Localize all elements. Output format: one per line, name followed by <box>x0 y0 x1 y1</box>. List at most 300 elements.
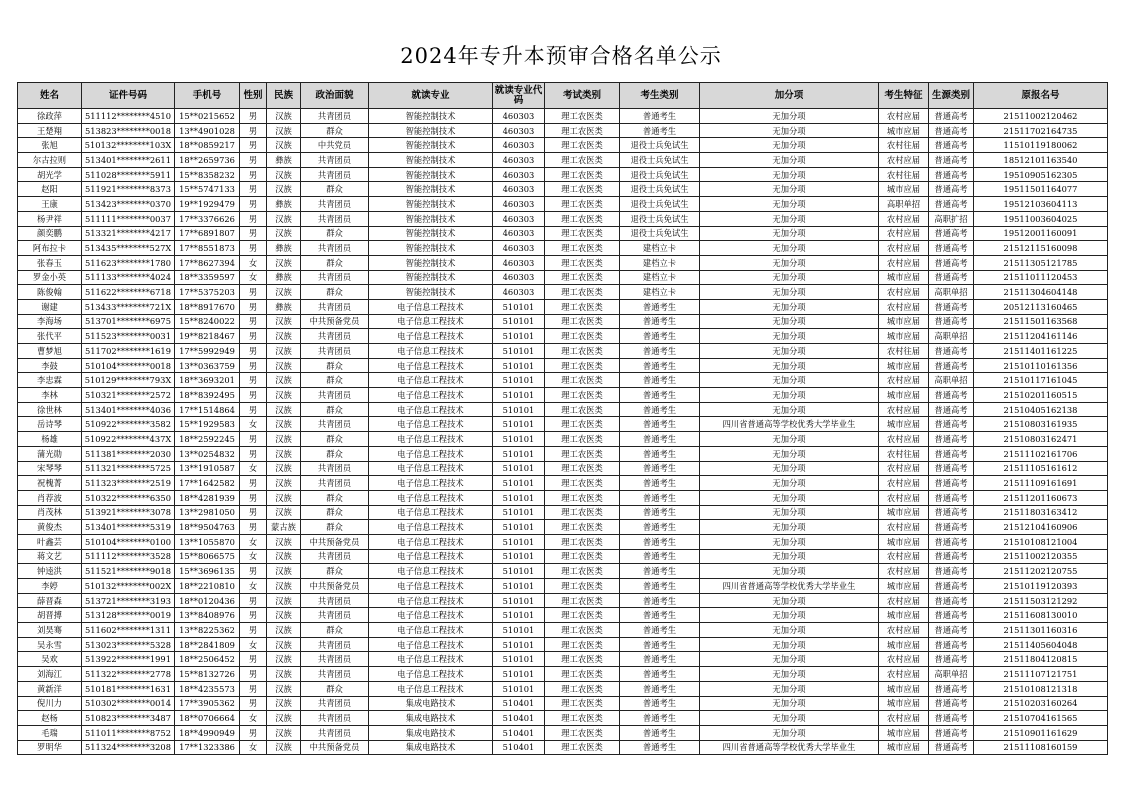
id-number-cell: 510321********2572 <box>82 388 175 403</box>
major-cell: 集成电路技术 <box>369 711 493 726</box>
original-reg-no-cell: 20512113160465 <box>974 299 1108 314</box>
candidate-feature-cell: 农村应届 <box>879 593 929 608</box>
major-cell: 集成电路技术 <box>369 740 493 755</box>
phone-cell: 13**1055870 <box>175 534 240 549</box>
id-number-cell: 513435********527X <box>82 241 175 256</box>
phone-cell: 15**8358232 <box>175 167 240 182</box>
major-cell: 智能控制技术 <box>369 109 493 124</box>
bonus-cell: 无加分项 <box>700 241 879 256</box>
candidate-type-cell: 普通考生 <box>620 564 700 579</box>
name-cell: 李婷 <box>18 579 82 594</box>
original-reg-no-cell: 21511105161612 <box>974 461 1108 476</box>
original-reg-no-cell: 21510108121004 <box>974 534 1108 549</box>
header-source-category: 生源类别 <box>929 83 974 109</box>
name-cell: 毛瑞 <box>18 725 82 740</box>
exam-category-cell: 理工农医类 <box>545 681 620 696</box>
name-cell: 祝槐菁 <box>18 476 82 491</box>
political-status-cell: 群众 <box>301 226 369 241</box>
original-reg-no-cell: 21511011120453 <box>974 270 1108 285</box>
id-number-cell: 511112********4510 <box>82 109 175 124</box>
gender-cell: 男 <box>240 564 267 579</box>
ethnicity-cell: 彝族 <box>267 153 301 168</box>
major-cell: 电子信息工程技术 <box>369 549 493 564</box>
gender-cell: 男 <box>240 299 267 314</box>
political-status-cell: 群众 <box>301 490 369 505</box>
header-id-number: 证件号码 <box>82 83 175 109</box>
phone-cell: 17**5375203 <box>175 285 240 300</box>
id-number-cell: 513401********4036 <box>82 402 175 417</box>
original-reg-no-cell: 21511304604148 <box>974 285 1108 300</box>
name-cell: 薛晋森 <box>18 593 82 608</box>
source-category-cell: 高职单招 <box>929 667 974 682</box>
ethnicity-cell: 汉族 <box>267 329 301 344</box>
major-cell: 电子信息工程技术 <box>369 579 493 594</box>
exam-category-cell: 理工农医类 <box>545 505 620 520</box>
exam-category-cell: 理工农医类 <box>545 476 620 491</box>
original-reg-no-cell: 21512104160906 <box>974 520 1108 535</box>
political-status-cell: 群众 <box>301 255 369 270</box>
original-reg-no-cell: 21511401161225 <box>974 344 1108 359</box>
original-reg-no-cell: 21511201160673 <box>974 490 1108 505</box>
phone-cell: 17**3376626 <box>175 211 240 226</box>
source-category-cell: 普通高考 <box>929 432 974 447</box>
exam-category-cell: 理工农医类 <box>545 520 620 535</box>
candidate-feature-cell: 城市应届 <box>879 505 929 520</box>
id-number-cell: 511321********5725 <box>82 461 175 476</box>
major-cell: 电子信息工程技术 <box>369 667 493 682</box>
gender-cell: 男 <box>240 109 267 124</box>
id-number-cell: 511521********9018 <box>82 564 175 579</box>
gender-cell: 男 <box>240 593 267 608</box>
name-cell: 王楚翔 <box>18 123 82 138</box>
original-reg-no-cell: 21511102161706 <box>974 446 1108 461</box>
original-reg-no-cell: 18512101163540 <box>974 153 1108 168</box>
original-reg-no-cell: 21510405162138 <box>974 402 1108 417</box>
exam-category-cell: 理工农医类 <box>545 667 620 682</box>
source-category-cell: 高职单招 <box>929 329 974 344</box>
political-status-cell: 群众 <box>301 505 369 520</box>
source-category-cell: 普通高考 <box>929 182 974 197</box>
id-number-cell: 510104********0018 <box>82 358 175 373</box>
source-category-cell: 高职扩招 <box>929 211 974 226</box>
major-code-cell: 510101 <box>493 623 545 638</box>
gender-cell: 男 <box>240 696 267 711</box>
bonus-cell: 无加分项 <box>700 681 879 696</box>
political-status-cell: 共青团员 <box>301 329 369 344</box>
political-status-cell: 群众 <box>301 564 369 579</box>
bonus-cell: 无加分项 <box>700 725 879 740</box>
gender-cell: 男 <box>240 373 267 388</box>
ethnicity-cell: 汉族 <box>267 623 301 638</box>
exam-category-cell: 理工农医类 <box>545 299 620 314</box>
name-cell: 胡光学 <box>18 167 82 182</box>
bonus-cell: 无加分项 <box>700 373 879 388</box>
major-code-cell: 510101 <box>493 520 545 535</box>
id-number-cell: 513701********6975 <box>82 314 175 329</box>
bonus-cell: 无加分项 <box>700 329 879 344</box>
phone-cell: 13**2981050 <box>175 505 240 520</box>
original-reg-no-cell: 21511804120815 <box>974 652 1108 667</box>
original-reg-no-cell: 21510803161935 <box>974 417 1108 432</box>
candidate-feature-cell: 农村应届 <box>879 549 929 564</box>
major-code-cell: 510101 <box>493 417 545 432</box>
name-cell: 黄俊杰 <box>18 520 82 535</box>
header-major: 就读专业 <box>369 83 493 109</box>
bonus-cell: 无加分项 <box>700 593 879 608</box>
original-reg-no-cell: 21511002120462 <box>974 109 1108 124</box>
gender-cell: 男 <box>240 314 267 329</box>
political-status-cell: 群众 <box>301 182 369 197</box>
bonus-cell: 无加分项 <box>700 637 879 652</box>
candidate-feature-cell: 农村应届 <box>879 299 929 314</box>
bonus-cell: 无加分项 <box>700 153 879 168</box>
candidate-feature-cell: 农村应届 <box>879 402 929 417</box>
ethnicity-cell: 汉族 <box>267 476 301 491</box>
table-row <box>18 373 1108 388</box>
major-cell: 电子信息工程技术 <box>369 534 493 549</box>
original-reg-no-cell: 19510905162305 <box>974 167 1108 182</box>
major-cell: 电子信息工程技术 <box>369 344 493 359</box>
ethnicity-cell: 彝族 <box>267 270 301 285</box>
exam-category-cell: 理工农医类 <box>545 740 620 755</box>
ethnicity-cell: 汉族 <box>267 388 301 403</box>
header-name: 姓名 <box>18 83 82 109</box>
candidate-feature-cell: 农村应届 <box>879 432 929 447</box>
id-number-cell: 510181********1631 <box>82 681 175 696</box>
political-status-cell: 共青团员 <box>301 299 369 314</box>
id-number-cell: 511381********2030 <box>82 446 175 461</box>
bonus-cell: 无加分项 <box>700 123 879 138</box>
candidate-type-cell: 普通考生 <box>620 490 700 505</box>
ethnicity-cell: 汉族 <box>267 285 301 300</box>
political-status-cell: 共青团员 <box>301 725 369 740</box>
original-reg-no-cell: 21511002120355 <box>974 549 1108 564</box>
candidate-feature-cell: 城市应届 <box>879 534 929 549</box>
exam-category-cell: 理工农医类 <box>545 270 620 285</box>
political-status-cell: 群众 <box>301 123 369 138</box>
ethnicity-cell: 蒙古族 <box>267 520 301 535</box>
phone-cell: 19**1929479 <box>175 197 240 212</box>
candidate-feature-cell: 农村应届 <box>879 211 929 226</box>
source-category-cell: 普通高考 <box>929 637 974 652</box>
phone-cell: 18**8392495 <box>175 388 240 403</box>
major-code-cell: 460303 <box>493 241 545 256</box>
id-number-cell: 513321********4217 <box>82 226 175 241</box>
gender-cell: 女 <box>240 711 267 726</box>
major-cell: 智能控制技术 <box>369 241 493 256</box>
candidate-type-cell: 退役士兵免试生 <box>620 182 700 197</box>
major-code-cell: 460303 <box>493 182 545 197</box>
candidate-type-cell: 普通考生 <box>620 329 700 344</box>
political-status-cell: 共青团员 <box>301 652 369 667</box>
gender-cell: 女 <box>240 417 267 432</box>
id-number-cell: 510132********002X <box>82 579 175 594</box>
bonus-cell: 无加分项 <box>700 109 879 124</box>
political-status-cell: 共青团员 <box>301 241 369 256</box>
table-row <box>18 344 1108 359</box>
exam-category-cell: 理工农医类 <box>545 285 620 300</box>
name-cell: 尔古拉则 <box>18 153 82 168</box>
candidate-type-cell: 普通考生 <box>620 520 700 535</box>
major-code-cell: 510101 <box>493 344 545 359</box>
gender-cell: 女 <box>240 255 267 270</box>
source-category-cell: 普通高考 <box>929 740 974 755</box>
ethnicity-cell: 汉族 <box>267 505 301 520</box>
name-cell: 吴永雪 <box>18 637 82 652</box>
source-category-cell: 普通高考 <box>929 358 974 373</box>
phone-cell: 19**8218467 <box>175 329 240 344</box>
candidate-feature-cell: 农村应届 <box>879 520 929 535</box>
ethnicity-cell: 汉族 <box>267 446 301 461</box>
name-cell: 赵阳 <box>18 182 82 197</box>
exam-category-cell: 理工农医类 <box>545 167 620 182</box>
candidate-feature-cell: 农村应届 <box>879 109 929 124</box>
major-code-cell: 460303 <box>493 226 545 241</box>
bonus-cell: 无加分项 <box>700 446 879 461</box>
major-code-cell: 510101 <box>493 490 545 505</box>
political-status-cell: 中共预备党员 <box>301 579 369 594</box>
political-status-cell: 群众 <box>301 520 369 535</box>
gender-cell: 男 <box>240 329 267 344</box>
candidate-type-cell: 普通考生 <box>620 579 700 594</box>
political-status-cell: 共青团员 <box>301 270 369 285</box>
header-major-code: 就读专业代码 <box>493 83 545 109</box>
bonus-cell: 无加分项 <box>700 314 879 329</box>
political-status-cell: 共青团员 <box>301 417 369 432</box>
major-cell: 智能控制技术 <box>369 255 493 270</box>
candidate-feature-cell: 农村应届 <box>879 255 929 270</box>
phone-cell: 17**6891807 <box>175 226 240 241</box>
ethnicity-cell: 汉族 <box>267 211 301 226</box>
original-reg-no-cell: 21510201160515 <box>974 388 1108 403</box>
exam-category-cell: 理工农医类 <box>545 623 620 638</box>
gender-cell: 男 <box>240 123 267 138</box>
ethnicity-cell: 汉族 <box>267 314 301 329</box>
bonus-cell: 无加分项 <box>700 255 879 270</box>
table-row <box>18 681 1108 696</box>
table-row <box>18 652 1108 667</box>
political-status-cell: 共青团员 <box>301 696 369 711</box>
id-number-cell: 511602********1311 <box>82 623 175 638</box>
bonus-cell: 无加分项 <box>700 564 879 579</box>
gender-cell: 男 <box>240 167 267 182</box>
candidate-feature-cell: 农村往届 <box>879 138 929 153</box>
phone-cell: 18**2841809 <box>175 637 240 652</box>
source-category-cell: 普通高考 <box>929 138 974 153</box>
candidate-feature-cell: 城市应届 <box>879 417 929 432</box>
ethnicity-cell: 汉族 <box>267 226 301 241</box>
exam-category-cell: 理工农医类 <box>545 182 620 197</box>
candidate-feature-cell: 城市应届 <box>879 388 929 403</box>
ethnicity-cell: 汉族 <box>267 667 301 682</box>
ethnicity-cell: 汉族 <box>267 461 301 476</box>
candidate-feature-cell: 城市应届 <box>879 358 929 373</box>
bonus-cell: 四川省普通高等学校优秀大学毕业生 <box>700 740 879 755</box>
political-status-cell: 共青团员 <box>301 549 369 564</box>
major-code-cell: 510101 <box>493 402 545 417</box>
major-cell: 电子信息工程技术 <box>369 623 493 638</box>
exam-category-cell: 理工农医类 <box>545 344 620 359</box>
name-cell: 杨尹祥 <box>18 211 82 226</box>
candidate-type-cell: 普通考生 <box>620 725 700 740</box>
candidate-type-cell: 普通考生 <box>620 593 700 608</box>
ethnicity-cell: 汉族 <box>267 417 301 432</box>
exam-category-cell: 理工农医类 <box>545 388 620 403</box>
bonus-cell: 无加分项 <box>700 211 879 226</box>
name-cell: 张春玉 <box>18 255 82 270</box>
original-reg-no-cell: 21510704161565 <box>974 711 1108 726</box>
bonus-cell: 无加分项 <box>700 167 879 182</box>
bonus-cell: 无加分项 <box>700 534 879 549</box>
name-cell: 李林 <box>18 388 82 403</box>
roster-table <box>17 82 1108 755</box>
gender-cell: 男 <box>240 432 267 447</box>
candidate-feature-cell: 农村应届 <box>879 476 929 491</box>
source-category-cell: 普通高考 <box>929 608 974 623</box>
political-status-cell: 群众 <box>301 358 369 373</box>
major-code-cell: 510101 <box>493 299 545 314</box>
major-cell: 智能控制技术 <box>369 182 493 197</box>
phone-cell: 18**2210810 <box>175 579 240 594</box>
major-cell: 智能控制技术 <box>369 167 493 182</box>
candidate-type-cell: 退役士兵免试生 <box>620 153 700 168</box>
major-cell: 电子信息工程技术 <box>369 358 493 373</box>
table-row <box>18 402 1108 417</box>
source-category-cell: 高职单招 <box>929 285 974 300</box>
table-row <box>18 696 1108 711</box>
exam-category-cell: 理工农医类 <box>545 123 620 138</box>
major-cell: 电子信息工程技术 <box>369 314 493 329</box>
political-status-cell: 共青团员 <box>301 211 369 226</box>
id-number-cell: 510104********0100 <box>82 534 175 549</box>
name-cell: 谢建 <box>18 299 82 314</box>
id-number-cell: 513401********5319 <box>82 520 175 535</box>
original-reg-no-cell: 21511108160159 <box>974 740 1108 755</box>
ethnicity-cell: 汉族 <box>267 740 301 755</box>
political-status-cell: 共青团员 <box>301 167 369 182</box>
major-code-cell: 510101 <box>493 564 545 579</box>
exam-category-cell: 理工农医类 <box>545 109 620 124</box>
table-row <box>18 241 1108 256</box>
id-number-cell: 513921********3078 <box>82 505 175 520</box>
table-row <box>18 197 1108 212</box>
table-row <box>18 637 1108 652</box>
original-reg-no-cell: 21511202120755 <box>974 564 1108 579</box>
name-cell: 徐世林 <box>18 402 82 417</box>
ethnicity-cell: 汉族 <box>267 432 301 447</box>
phone-cell: 18**3359597 <box>175 270 240 285</box>
phone-cell: 17**1514864 <box>175 402 240 417</box>
table-row <box>18 593 1108 608</box>
phone-cell: 13**8225362 <box>175 623 240 638</box>
political-status-cell: 中共党员 <box>301 138 369 153</box>
table-row <box>18 490 1108 505</box>
candidate-feature-cell: 城市应届 <box>879 123 929 138</box>
candidate-type-cell: 退役士兵免试生 <box>620 211 700 226</box>
source-category-cell: 普通高考 <box>929 564 974 579</box>
major-cell: 电子信息工程技术 <box>369 490 493 505</box>
candidate-feature-cell: 农村应届 <box>879 241 929 256</box>
original-reg-no-cell: 21511803163412 <box>974 505 1108 520</box>
original-reg-no-cell: 21510901161629 <box>974 725 1108 740</box>
ethnicity-cell: 汉族 <box>267 109 301 124</box>
major-code-cell: 460303 <box>493 270 545 285</box>
ethnicity-cell: 汉族 <box>267 255 301 270</box>
candidate-type-cell: 普通考生 <box>620 681 700 696</box>
bonus-cell: 无加分项 <box>700 299 879 314</box>
phone-cell: 18**0706664 <box>175 711 240 726</box>
exam-category-cell: 理工农医类 <box>545 637 620 652</box>
source-category-cell: 普通高考 <box>929 167 974 182</box>
political-status-cell: 共青团员 <box>301 637 369 652</box>
candidate-type-cell: 普通考生 <box>620 608 700 623</box>
id-number-cell: 511322********2778 <box>82 667 175 682</box>
id-number-cell: 513023********5328 <box>82 637 175 652</box>
table-row <box>18 564 1108 579</box>
political-status-cell: 中共预备党员 <box>301 534 369 549</box>
source-category-cell: 普通高考 <box>929 123 974 138</box>
table-row <box>18 549 1108 564</box>
original-reg-no-cell: 19511003604025 <box>974 211 1108 226</box>
gender-cell: 女 <box>240 740 267 755</box>
phone-cell: 18**2592245 <box>175 432 240 447</box>
exam-category-cell: 理工农医类 <box>545 461 620 476</box>
phone-cell: 13**1910587 <box>175 461 240 476</box>
id-number-cell: 511133********4024 <box>82 270 175 285</box>
phone-cell: 15**8066575 <box>175 549 240 564</box>
phone-cell: 15**3696135 <box>175 564 240 579</box>
header-ethnicity: 民族 <box>267 83 301 109</box>
ethnicity-cell: 汉族 <box>267 652 301 667</box>
political-status-cell: 共青团员 <box>301 197 369 212</box>
ethnicity-cell: 汉族 <box>267 637 301 652</box>
major-cell: 电子信息工程技术 <box>369 505 493 520</box>
ethnicity-cell: 汉族 <box>267 182 301 197</box>
header-political-status: 政治面貌 <box>301 83 369 109</box>
id-number-cell: 511702********1619 <box>82 344 175 359</box>
gender-cell: 女 <box>240 270 267 285</box>
candidate-type-cell: 普通考生 <box>620 637 700 652</box>
major-cell: 电子信息工程技术 <box>369 652 493 667</box>
header-bonus: 加分项 <box>700 83 879 109</box>
major-cell: 电子信息工程技术 <box>369 564 493 579</box>
exam-category-cell: 理工农医类 <box>545 549 620 564</box>
ethnicity-cell: 汉族 <box>267 138 301 153</box>
candidate-feature-cell: 高职单招 <box>879 197 929 212</box>
table-row <box>18 226 1108 241</box>
table-row <box>18 167 1108 182</box>
ethnicity-cell: 汉族 <box>267 373 301 388</box>
major-cell: 电子信息工程技术 <box>369 681 493 696</box>
exam-category-cell: 理工农医类 <box>545 358 620 373</box>
candidate-type-cell: 退役士兵免试生 <box>620 197 700 212</box>
political-status-cell: 共青团员 <box>301 461 369 476</box>
source-category-cell: 普通高考 <box>929 226 974 241</box>
original-reg-no-cell: 19512103604113 <box>974 197 1108 212</box>
candidate-type-cell: 普通考生 <box>620 373 700 388</box>
source-category-cell: 普通高考 <box>929 344 974 359</box>
candidate-type-cell: 普通考生 <box>620 461 700 476</box>
name-cell: 曹梦旭 <box>18 344 82 359</box>
bonus-cell: 无加分项 <box>700 226 879 241</box>
major-code-cell: 510101 <box>493 593 545 608</box>
original-reg-no-cell: 21510803162471 <box>974 432 1108 447</box>
gender-cell: 女 <box>240 534 267 549</box>
table-row <box>18 299 1108 314</box>
table-row <box>18 520 1108 535</box>
name-cell: 刘昊骞 <box>18 623 82 638</box>
gender-cell: 男 <box>240 681 267 696</box>
